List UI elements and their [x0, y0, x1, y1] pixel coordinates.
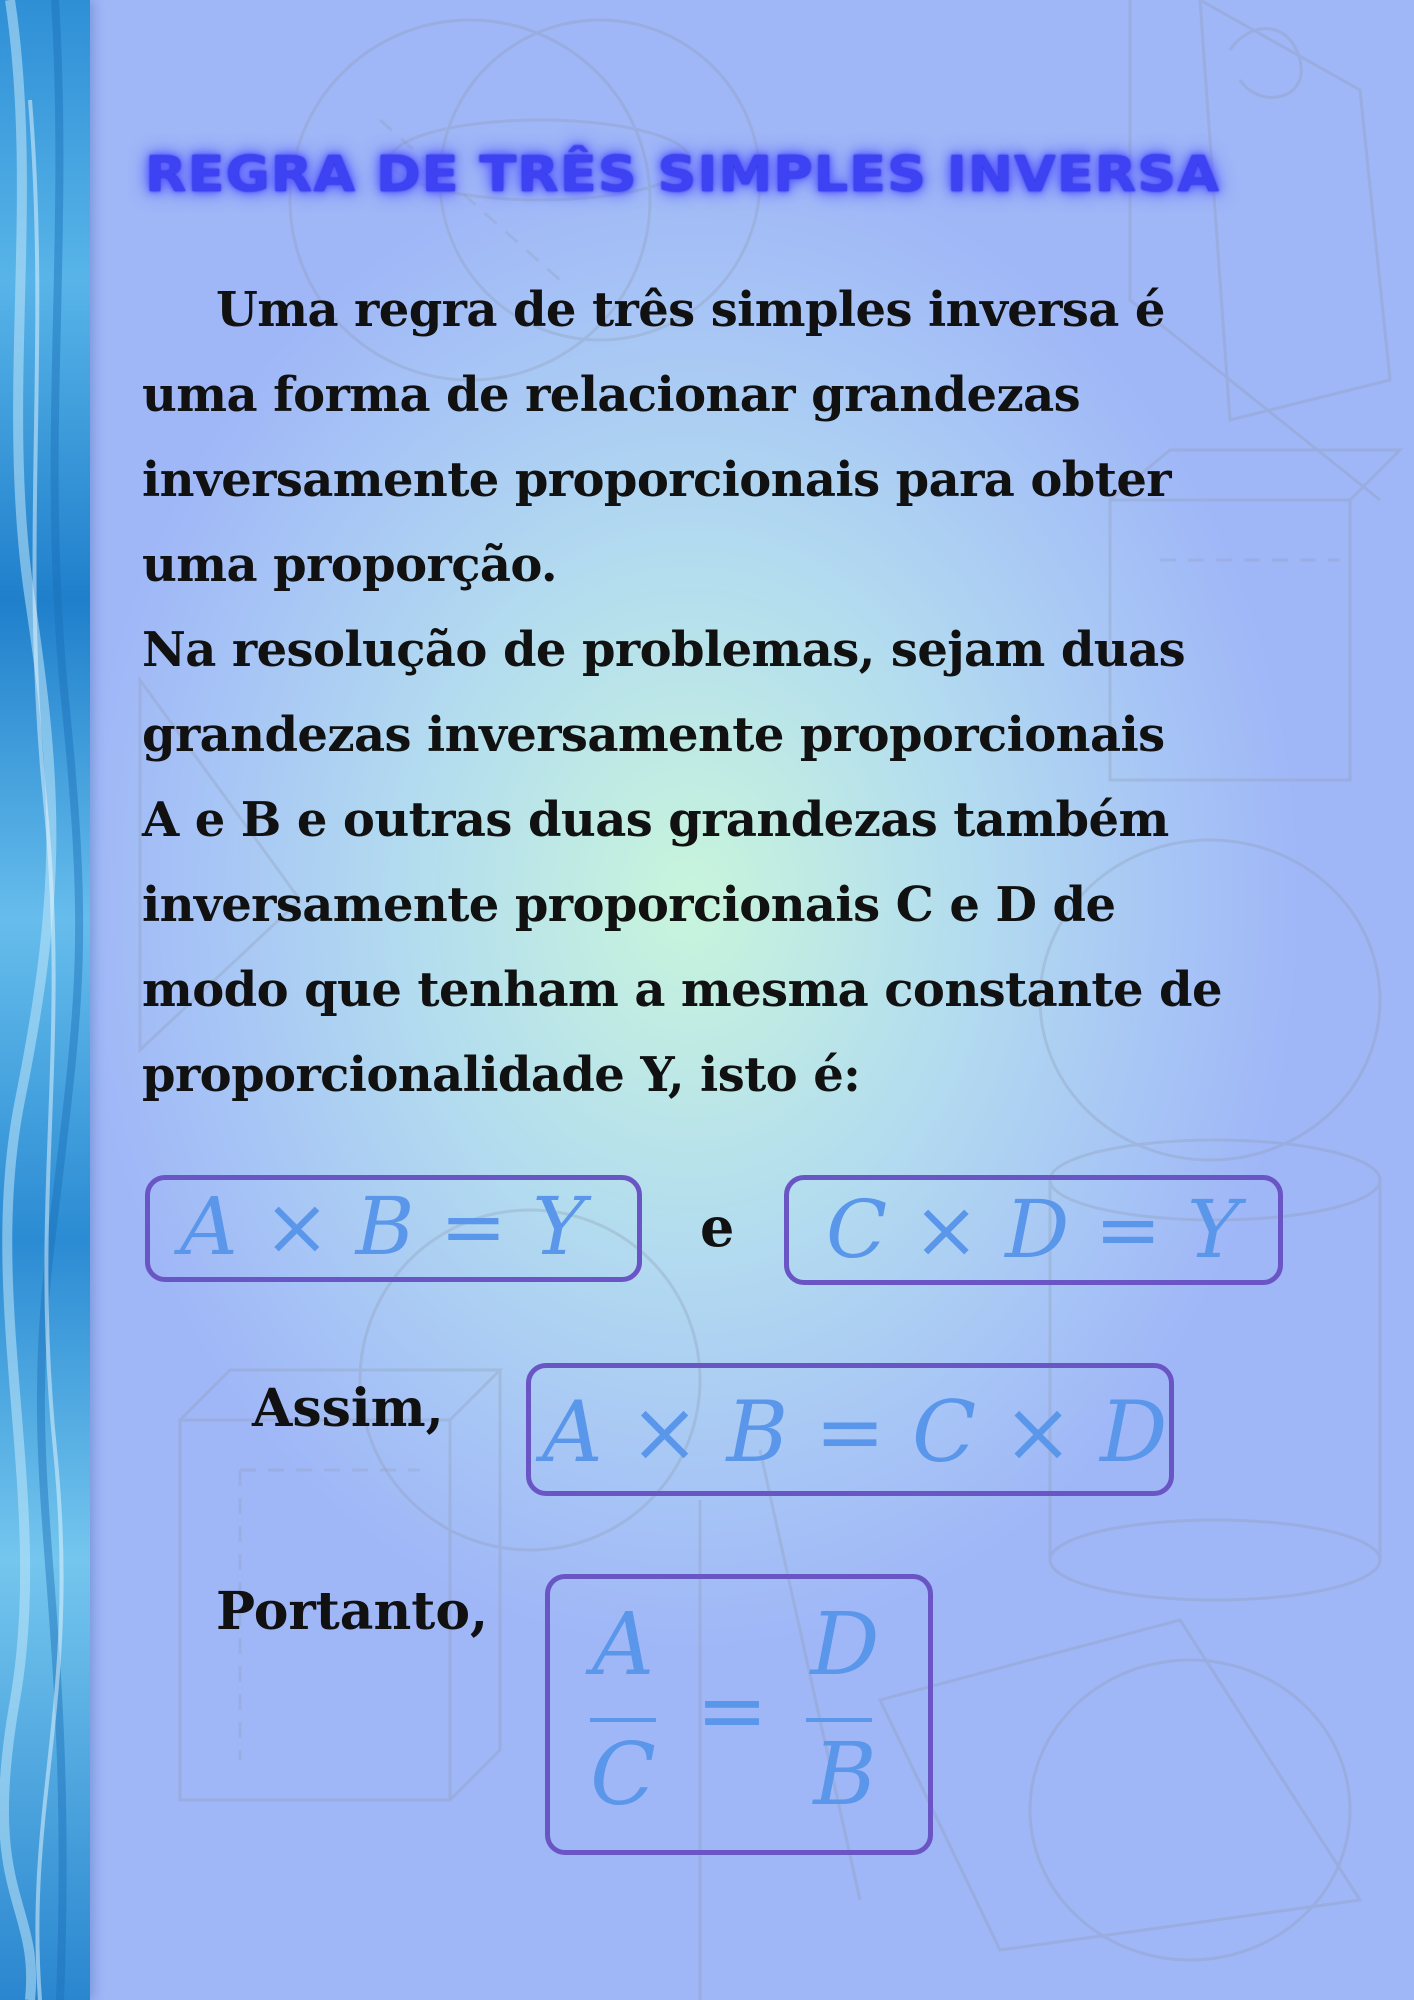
fraction-left-numerator: A	[591, 1595, 655, 1695]
paragraph-line: inversamente proporcionais C e D de	[142, 877, 1116, 933]
fraction-left-bar	[590, 1718, 656, 1722]
paragraph-line: uma forma de relacionar grandezas	[142, 367, 1081, 423]
paragraph-line: grandezas inversamente proporcionais	[142, 707, 1165, 763]
paragraph-line: proporcionalidade Y, isto é:	[142, 1047, 861, 1103]
paragraph-line: uma proporção.	[142, 537, 558, 593]
equation-ab-equals-cd: A × B = C × D	[542, 1383, 1168, 1481]
paragraph-line: Uma regra de três simples inversa é	[216, 282, 1165, 338]
paragraph-line: Na resolução de problemas, sejam duas	[142, 622, 1186, 678]
equation-c-times-d: C × D = Y	[826, 1183, 1240, 1276]
portanto-label: Portanto,	[216, 1581, 489, 1642]
fraction-right-bar	[806, 1718, 872, 1722]
paragraph-line: inversamente proporcionais para obter	[142, 452, 1171, 508]
paragraph-line: A e B e outras duas grandezas também	[142, 792, 1169, 848]
equation-a-times-b: A × B = Y	[180, 1180, 586, 1273]
body-paragraph	[142, 268, 1312, 1118]
fraction-right-denominator: B	[813, 1725, 877, 1825]
connector-e: e	[700, 1195, 735, 1259]
paragraph-line: modo que tenham a mesma constante de	[142, 962, 1222, 1018]
fraction-left-denominator: C	[590, 1725, 656, 1825]
fraction-equals-sign: =	[696, 1661, 769, 1761]
page-title: REGRA DE TRÊS SIMPLES INVERSA	[145, 146, 1220, 203]
fraction-right-numerator: D	[810, 1595, 880, 1695]
assim-label: Assim,	[252, 1378, 444, 1439]
